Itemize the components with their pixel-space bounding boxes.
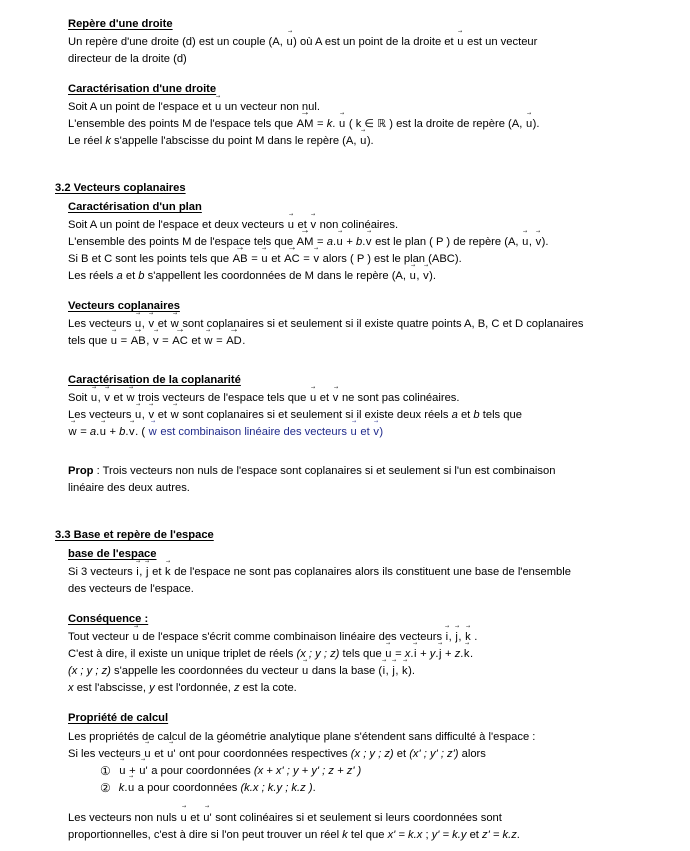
vector-j: → j [146, 564, 150, 581]
scalar-a: a [116, 270, 123, 283]
vector-v: → v [310, 217, 317, 234]
scalar-y: y [429, 648, 436, 661]
vector-u-prime: → u' [139, 763, 148, 780]
text-fragment: sont colinéaires si et seulement si leurs coordonnées sont [212, 811, 502, 824]
prop-label: Prop [68, 465, 94, 478]
text-fragment: a pour coordonnées [134, 781, 241, 794]
text-fragment: et [268, 253, 284, 266]
text-fragment: Les vecteurs [68, 409, 135, 422]
text-fragment: et [154, 409, 171, 422]
paragraph-carac-droite-line2 [68, 116, 690, 133]
scalar-a: a [89, 426, 97, 439]
text-fragment: et [294, 219, 310, 232]
paragraph-base-espace-line1 [68, 564, 690, 581]
equation-z: z' = k.z [482, 828, 517, 841]
text-fragment: = [77, 426, 90, 439]
text-fragment: sont coplanaires si et seulement si il existe quatre points A, B, C et D coplanaires [179, 318, 584, 331]
text-fragment: et [187, 811, 203, 824]
vector-v-highlight: → v [373, 424, 380, 441]
vector-u: → u [214, 99, 221, 116]
triplet-xyz: (x ; y ; z) [296, 648, 340, 661]
paragraph-prop-calcul-line2 [68, 746, 690, 763]
text-fragment: = [159, 335, 172, 348]
vector-u: → u [127, 780, 134, 797]
vector-k: → k [402, 663, 409, 680]
text-fragment: ; [422, 828, 432, 841]
text-fragment: ). [366, 135, 374, 148]
text-fragment: sont coplanaires si et seulement si il existe deux réels [179, 409, 452, 422]
scalar-k: k [342, 828, 348, 841]
text-fragment: . [312, 781, 316, 794]
paragraph-colinearite-line1 [68, 810, 690, 827]
heading-caracterisation-coplanarite: Caractérisation de la coplanarité [68, 374, 241, 387]
paragraph-carac-plan-line2 [68, 234, 690, 251]
paragraph-carac-plan-line3 [68, 251, 690, 268]
scalar-k: k [118, 781, 125, 794]
text-fragment: = [300, 253, 313, 266]
vector-i: → i [445, 629, 449, 646]
text-fragment: et [149, 566, 165, 579]
text-fragment: + [106, 426, 120, 439]
text-fragment: Tout vecteur [68, 631, 133, 644]
text-fragment: est la cote. [239, 682, 297, 695]
text-fragment: . [362, 236, 366, 249]
vector-w-highlight: → w [148, 424, 157, 441]
text-fragment: = [117, 335, 131, 348]
vector-w: → w [170, 316, 179, 333]
paragraph-base-espace-line2: des vecteurs de l'espace. [68, 583, 194, 596]
section-caracterisation-droite [0, 81, 690, 150]
text-fragment: et [316, 392, 333, 405]
heading-caracterisation-droite: Caractérisation d'une droite [68, 83, 217, 96]
vector-v: → v [423, 268, 430, 285]
text-fragment: ) [379, 426, 384, 439]
coords-scaled: (k.x ; k.y ; k.z ) [240, 781, 313, 794]
coords-xyz-prime: (x' ; y' ; z') [409, 747, 459, 760]
element-of-symbol: ∈ [364, 118, 375, 131]
text-fragment: non colinéaires. [316, 219, 399, 232]
vector-v: → v [104, 390, 111, 407]
equation-x: x' = k.x [387, 828, 423, 841]
text-fragment: alors ( P ) est le plan (ABC). [319, 253, 462, 266]
paragraph-carac-droite-line1 [68, 99, 690, 116]
vector-i: → i [136, 564, 140, 581]
vector-u: → u [132, 629, 139, 646]
text-fragment: ). [429, 270, 436, 283]
text-fragment: . [460, 648, 464, 661]
text-fragment: ne sont pas colinéaires. [338, 392, 460, 405]
paragraph-repere-droite-line2: directeur de la droite (d) [68, 53, 187, 66]
text-fragment: = [313, 118, 327, 131]
vector-v: → v [313, 251, 320, 268]
text-fragment: , [141, 409, 148, 422]
text-fragment: ) où A est un point de la droite et [293, 36, 457, 49]
text-fragment: . [435, 648, 439, 661]
vector-u: → u [135, 316, 142, 333]
text-fragment: L'ensemble des points M de l'espace tels que [68, 236, 297, 249]
vector-u: → u [287, 217, 294, 234]
vector-u: → u [336, 234, 343, 251]
vector-v: → v [152, 333, 159, 350]
vector-AB: → AB [232, 251, 248, 268]
text-fragment: Si B et C sont les points tels que [68, 253, 233, 266]
text-fragment: , [146, 335, 153, 348]
section-3-2 [0, 180, 690, 497]
vector-u: → u [119, 763, 126, 780]
paragraph-carac-copl-line3 [68, 424, 690, 441]
paragraph-consequence-line4 [68, 680, 690, 697]
text-fragment: et [122, 270, 139, 283]
scalar-b: b [473, 409, 480, 422]
vector-v: → v [148, 407, 155, 424]
vector-u: → u [385, 646, 392, 663]
text-fragment: = [248, 253, 261, 266]
scalar-a: a [326, 236, 333, 249]
paragraph-prop-calcul-line1: Les propriétés de calcul de la géométrie analytique plane s'étendent sans difficulté à l'espace : [68, 730, 536, 743]
text-fragment: est l'ordonnée, [154, 682, 234, 695]
heading-vecteurs-coplanaires: Vecteurs coplanaires [68, 300, 180, 313]
triplet-xyz: (x ; y ; z) [68, 665, 111, 678]
vector-w: → w [204, 333, 213, 350]
heading-base-espace: base de l'espace [68, 548, 157, 561]
paragraph-colinearite-line2 [68, 827, 690, 844]
scalar-y: y [149, 682, 155, 695]
vector-u: → u [522, 234, 529, 251]
vector-w: → w [68, 424, 77, 441]
text-fragment: tels que [68, 335, 111, 348]
text-fragment: et [151, 747, 167, 760]
vector-u-prime: → u' [203, 810, 212, 827]
scalar-k: k [326, 118, 333, 131]
text-fragment: , [385, 665, 392, 678]
vector-u: → u [261, 251, 268, 268]
text-fragment: Les vecteurs non nuls [68, 811, 180, 824]
text-fragment: + [416, 648, 430, 661]
text-fragment: a pour coordonnées [148, 764, 254, 777]
paragraph-consequence-line1 [68, 629, 690, 646]
text-fragment: Un repère d'une droite (d) est un couple (A, [68, 36, 286, 49]
text-fragment: + [343, 236, 357, 249]
text-fragment: dans la base ( [308, 665, 383, 678]
text-fragment: = [392, 648, 405, 661]
text-fragment: , [141, 318, 148, 331]
text-fragment: proportionnelles, c'est à dire si l'on peut trouver un réel [68, 828, 343, 841]
text-fragment: , [97, 392, 104, 405]
text-fragment: . ( [135, 426, 149, 439]
text-fragment: et [154, 318, 171, 331]
vector-AB: → AB [130, 333, 146, 350]
text-fragment: et [466, 828, 483, 841]
vector-k: → k [165, 564, 172, 581]
vector-v: → v [332, 390, 339, 407]
text-fragment: ( k [345, 118, 365, 131]
scalar-x: x [68, 682, 74, 695]
text-fragment: Si 3 vecteurs [68, 566, 136, 579]
text-fragment: , [416, 270, 423, 283]
text-fragment: Si les vecteurs [68, 747, 144, 760]
vector-u: → u [457, 34, 464, 51]
vector-u: → u [309, 390, 316, 407]
vector-AC: → AC [284, 251, 301, 268]
vector-u: → u [360, 133, 367, 150]
vector-u: → u [409, 268, 416, 285]
text-fragment: ont pour coordonnées respectives [176, 747, 351, 760]
vector-AC: → AC [172, 333, 189, 350]
vector-u: → u [110, 333, 117, 350]
vector-i: → i [382, 663, 386, 680]
vector-w: → w [170, 407, 179, 424]
heading-consequence: Conséquence : [68, 613, 149, 626]
text-fragment: . [471, 631, 478, 644]
section-repere-droite [0, 16, 690, 68]
text-fragment: = [313, 236, 327, 249]
text-fragment: ). [408, 665, 415, 678]
scalar-a: a [451, 409, 458, 422]
text-fragment: un vecteur non nul. [221, 101, 320, 114]
text-fragment: s'appellent les coordonnées de M dans le repère (A, [144, 270, 410, 283]
paragraph-vect-copl-line2 [68, 333, 690, 350]
vector-u: → u [135, 407, 142, 424]
coords-xyz: (x ; y ; z) [350, 747, 394, 760]
heading-propriete-calcul: Propriété de calcul [68, 712, 169, 725]
text-fragment: Soit A un point de l'espace et [68, 101, 215, 114]
text-fragment: . [242, 335, 246, 348]
text-fragment: . [125, 426, 129, 439]
paragraph-carac-plan-line4 [68, 268, 690, 285]
text-fragment: = [212, 335, 226, 348]
text-fragment: L'ensemble des points M de l'espace tels que [68, 118, 297, 131]
heading-caracterisation-plan: Caractérisation d'un plan [68, 201, 202, 214]
real-numbers-symbol: ℝ [377, 118, 387, 131]
text-fragment: , [458, 631, 465, 644]
heading-section-3-2: 3.2 Vecteurs coplanaires [55, 182, 186, 195]
text-fragment: ) est la droite de repère (A, [386, 118, 526, 131]
text-fragment: tel que [347, 828, 388, 841]
vector-u: → u [99, 424, 106, 441]
vector-u-highlight: → u [350, 424, 357, 441]
text-fragment: de l'espace s'écrit comme combinaison linéaire des vecteurs [139, 631, 446, 644]
vector-v: → v [129, 424, 136, 441]
text-fragment: est un vecteur [463, 36, 538, 49]
circled-two-icon: ② [100, 780, 111, 795]
paragraph-carac-plan-line1 [68, 217, 690, 234]
vector-j: → j [438, 646, 442, 663]
text-fragment: tels que [339, 648, 385, 661]
text-fragment: . [469, 648, 474, 661]
paragraph-carac-copl-line1 [68, 390, 690, 407]
text-fragment: ). [532, 118, 540, 131]
text-fragment: trois vecteurs de l'espace tels que [135, 392, 310, 405]
text-fragment: alors [458, 747, 486, 760]
vector-v: → v [535, 234, 542, 251]
text-fragment: de l'espace ne sont pas coplanaires alors ils constituent une base de l'ensemble [171, 566, 571, 579]
text-fragment: et [188, 335, 204, 348]
vector-u: → u [180, 810, 187, 827]
list-item-2 [100, 780, 690, 797]
text-fragment: . [124, 781, 128, 794]
text-fragment: Le réel [68, 135, 106, 148]
vector-v: → v [148, 316, 155, 333]
scalar-x: x [404, 648, 411, 661]
scalar-b: b [119, 426, 126, 439]
coords-sum: (x + x' ; y + y' ; z + z' ) [253, 764, 362, 777]
vector-u: → u [525, 116, 532, 133]
text-fragment: . [516, 828, 520, 841]
vector-k: → k [465, 629, 472, 646]
vector-j: → j [455, 629, 459, 646]
text-fragment: Les réels [68, 270, 117, 283]
text-fragment: et [110, 392, 126, 405]
text-fragment: s'appelle les coordonnées du vecteur [110, 665, 302, 678]
scalar-b: b [356, 236, 363, 249]
vector-u: → u [301, 663, 308, 680]
heading-repere-droite: Repère d'une droite [68, 18, 173, 30]
text-fragment: et [393, 747, 410, 760]
paragraph-consequence-line2 [68, 646, 690, 663]
text-fragment: : Trois vecteurs non nuls de l'espace sont coplanaires si et seulement si l'un est combinaison [93, 465, 556, 478]
scalar-z: z [454, 648, 461, 661]
paragraph-vect-copl-line1 [68, 316, 690, 333]
scalar-b: b [138, 270, 145, 283]
text-fragment: . [96, 426, 100, 439]
text-fragment: . [332, 118, 339, 131]
text-fragment: , [528, 236, 536, 249]
paragraph-repere-droite-line1 [68, 34, 690, 51]
paragraph-prop-line2: linéaire des deux autres. [68, 482, 190, 495]
text-fragment: . [332, 236, 337, 249]
heading-section-3-3: 3.3 Base et repère de l'espace [55, 529, 214, 542]
paragraph-consequence-line3 [68, 663, 690, 680]
text-fragment: et [457, 409, 474, 422]
text-fragment: ). [541, 236, 549, 249]
scalar-k: k [105, 135, 111, 148]
note-linear-combination: est combinaison linéaire des vecteurs [157, 426, 351, 439]
text-fragment: + [126, 764, 139, 777]
text-fragment: est l'abscisse, [73, 682, 150, 695]
text-fragment: tels que [479, 409, 522, 422]
circled-one-icon: ① [100, 763, 111, 778]
paragraph-carac-droite-line3 [68, 133, 690, 150]
vector-k: → k [463, 646, 470, 663]
vector-u: → u [339, 116, 346, 133]
vector-u: → u [144, 746, 151, 763]
text-fragment: est le plan ( P ) de repère (A, [371, 236, 522, 249]
text-fragment: Soit [68, 392, 91, 405]
vector-AM: → AM [296, 116, 314, 133]
list-item-1 [100, 763, 690, 780]
vector-i: → i [413, 646, 417, 663]
text-fragment: C'est à dire, il existe un unique triplet de réels [68, 648, 297, 661]
vector-AD: → AD [226, 333, 243, 350]
equation-y: y' = k.y [431, 828, 467, 841]
section-3-3 [0, 527, 690, 843]
paragraph-prop-line1 [68, 463, 690, 480]
vector-AM: → AM [296, 234, 314, 251]
vector-u: → u [90, 390, 97, 407]
scalar-z: z [233, 682, 240, 695]
vector-w: → w [126, 390, 135, 407]
vector-u-prime: → u' [167, 746, 176, 763]
text-fragment: s'appelle l'abscisse du point M dans le repère (A, [110, 135, 360, 148]
text-fragment: . [410, 648, 414, 661]
text-fragment: et [357, 426, 373, 439]
vector-j: → j [392, 663, 396, 680]
text-fragment: Les vecteurs [68, 318, 135, 331]
text-fragment: , [448, 631, 455, 644]
text-fragment: Soit A un point de l'espace et deux vecteurs [68, 219, 288, 232]
vector-u: → u [286, 34, 293, 51]
text-fragment: , [395, 665, 402, 678]
vector-v: → v [365, 234, 372, 251]
text-fragment: , [139, 566, 146, 579]
text-fragment: + [441, 648, 455, 661]
